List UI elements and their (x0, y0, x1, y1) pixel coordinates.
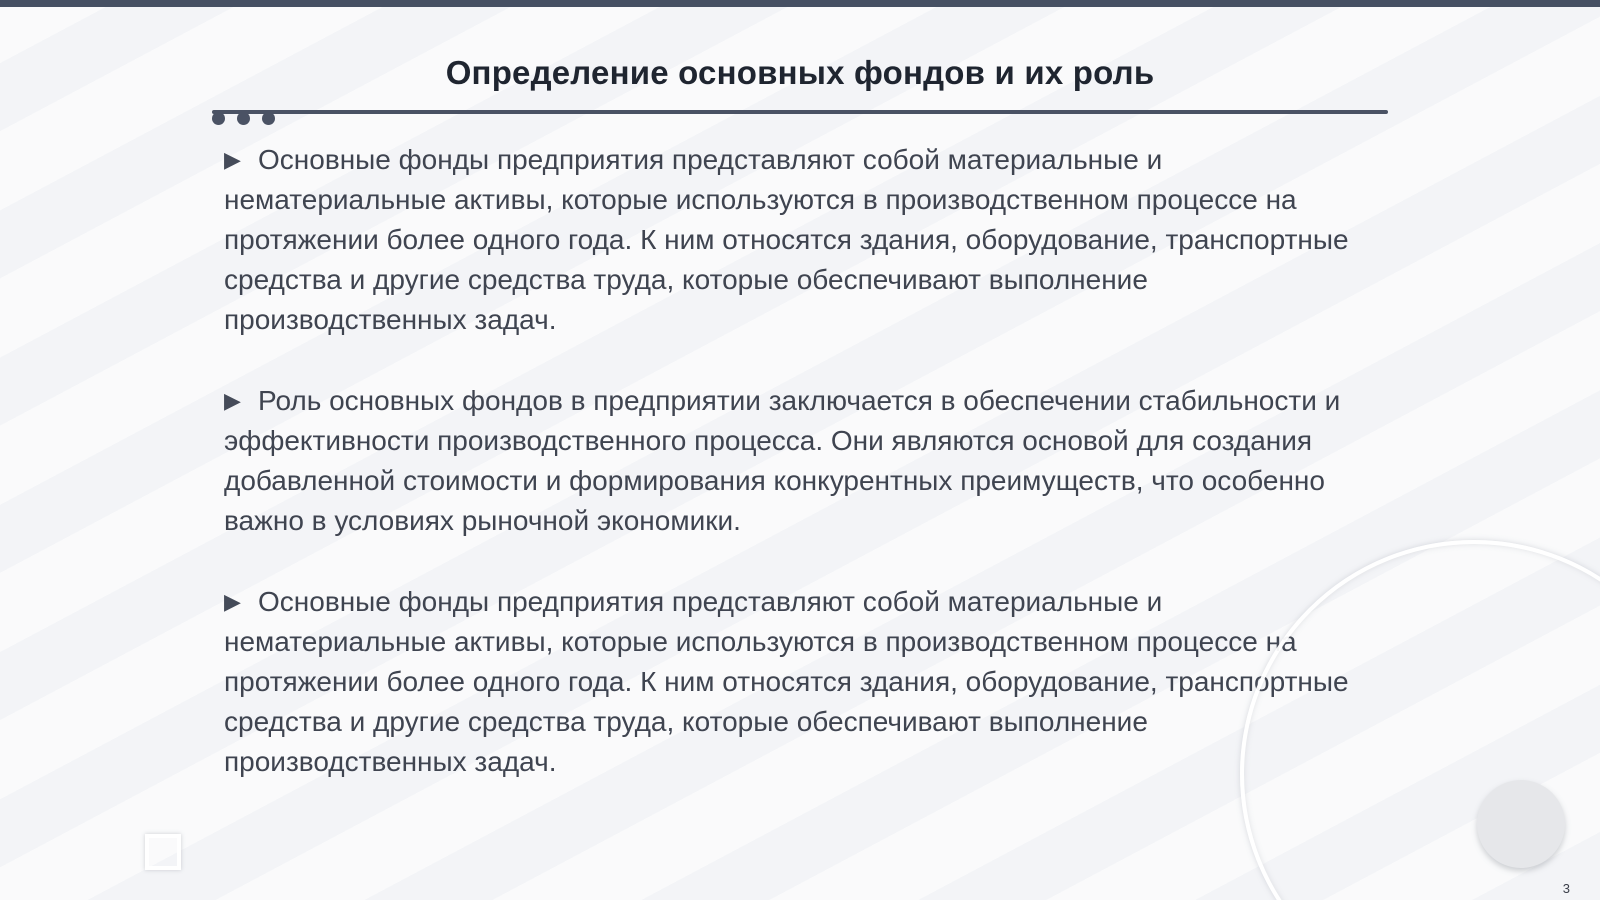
paragraph-text: Основные фонды предприятия представляют собой материальные и нематериальные активы, которые используются в производственном процессе на протяжении более одного года. К ним относятся здания, оборудование, транспортные средства и другие средства труда, которые обеспечивают выполнение производственных задач. (224, 586, 1349, 777)
bullet-paragraph (224, 140, 1384, 340)
title-underline (212, 110, 1388, 114)
top-accent-bar (0, 0, 1600, 7)
decor-dot (212, 112, 225, 125)
page-number: 3 (1562, 881, 1570, 896)
decor-dot (237, 112, 250, 125)
decor-circle (1477, 780, 1565, 868)
paragraph-text: Основные фонды предприятия представляют собой материальные и нематериальные активы, которые используются в производственном процессе на протяжении более одного года. К ним относятся здания, оборудование, транспортные средства и другие средства труда, которые обеспечивают выполнение производственных задач. (224, 144, 1349, 335)
slide-body (224, 140, 1384, 823)
decor-square (145, 834, 181, 870)
bullet-paragraph (224, 582, 1384, 782)
paragraph-text: Роль основных фондов в предприятии заключается в обеспечении стабильности и эффективности производственного процесса. Они являются основой для создания добавленной стоимости и формирования конкурентных преимуществ, что особенно важно в условиях рыночной экономики. (224, 385, 1341, 536)
bullet-triangle-icon: ▶ (224, 589, 241, 614)
decor-dot (262, 112, 275, 125)
slide-title: Определение основных фондов и их роль (445, 54, 1155, 91)
bullet-triangle-icon: ▶ (224, 388, 241, 413)
bullet-triangle-icon: ▶ (224, 147, 241, 172)
bullet-paragraph (224, 381, 1384, 541)
